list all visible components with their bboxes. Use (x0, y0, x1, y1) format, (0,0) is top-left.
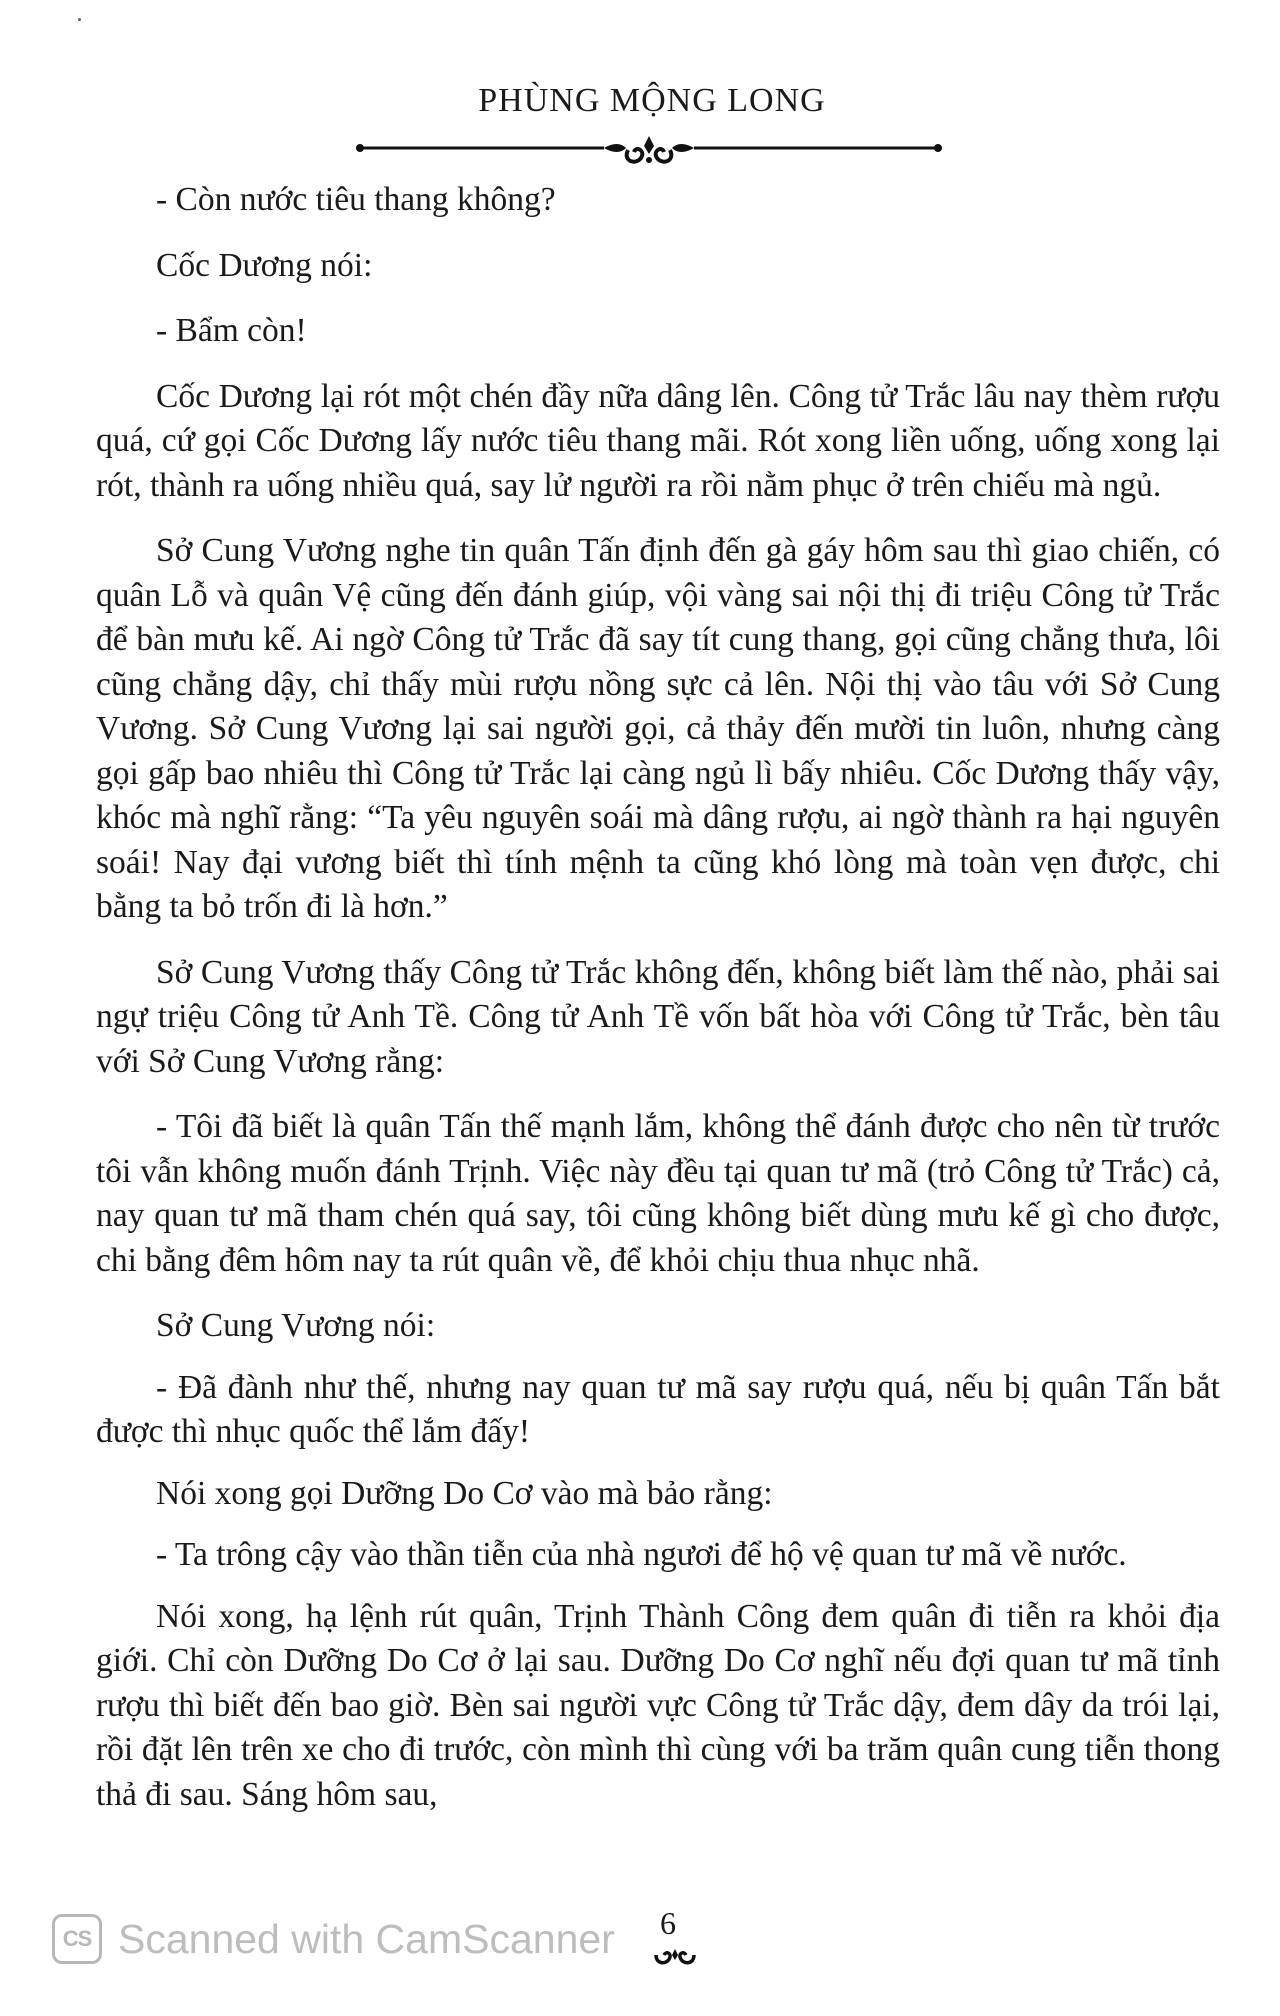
scanner-watermark-text: Scanned with CamScanner (118, 1915, 615, 1962)
paragraph-11: - Ta trông cậy vào thần tiễn của nhà ngươi để hộ vệ quan tư mã về nước. (156, 1536, 1127, 1573)
paragraph-12: Nói xong, hạ lệnh rút quân, Trịnh Thành Công đem quân đi tiễn ra khỏi địa giới. Chỉ còn Dưỡng Do Cơ ở lại sau. Dưỡng Do Cơ nghĩ nếu đợi quan tư mã tỉnh rượu thì biết đến bao giờ. Bèn sai người vực Công tử Trắc dậy, đem dây da trói lại, rồi đặt lên trên xe cho đi trước, còn mình thì cùng với ba trăm quân cung tiễn thong thả đi sau. Sáng hôm sau, (96, 1597, 1220, 1813)
body-text (96, 178, 1220, 1834)
camscanner-logo-icon: CS (52, 1914, 102, 1964)
paragraph-9: - Đã đành như thế, nhưng nay quan tư mã say rượu quá, nếu bị quân Tấn bắt được thì nhục quốc thể lắm đấy! (96, 1368, 1220, 1450)
paragraph-2: Cốc Dương nói: (156, 246, 373, 284)
scroll-ornament-icon (356, 128, 942, 168)
paragraph-7: - Tôi đã biết là quân Tấn thế mạnh lắm, không thể đánh được cho nên từ trước tôi vẫn không muốn đánh Trịnh. Việc này đều tại quan tư mã (trỏ Công tử Trắc) cả, nay quan tư mã tham chén quá say, tôi cũng không biết dùng mưu kế gì cho được, chi bằng đêm hôm nay ta rút quân về, để khỏi chịu thua nhục nhã. (96, 1108, 1220, 1279)
paragraph-1: - Còn nước tiêu thang không? (156, 181, 556, 218)
scan-speck (78, 18, 81, 21)
flourish-icon (652, 1945, 698, 1967)
scanner-watermark (52, 1914, 615, 1964)
paragraph-10: Nói xong gọi Dưỡng Do Cơ vào mà bảo rằng: (156, 1474, 773, 1512)
paragraph-6: Sở Cung Vương thấy Công tử Trắc không đến, không biết làm thế nào, phải sai ngự triệu Công tử Anh Tề. Công tử Anh Tề vốn bất hòa với Công tử Trắc, bèn tâu với Sở Cung Vương rằng: (96, 953, 1220, 1080)
paragraph-8: Sở Cung Vương nói: (156, 1307, 436, 1344)
paragraph-4: Cốc Dương lại rót một chén đầy nữa dâng lên. Công tử Trắc lâu nay thèm rượu quá, cứ gọi Cốc Dương lấy nước tiêu thang mãi. Rót xong liền uống, uống xong lại rót, thành ra uống nhiều quá, say lử người ra rồi nằm phục ở trên chiếu mà ngủ. (96, 377, 1220, 504)
paragraph-3: - Bẩm còn! (156, 312, 307, 349)
paragraph-5: Sở Cung Vương nghe tin quân Tấn định đến gà gáy hôm sau thì giao chiến, có quân Lỗ và quân Vệ cũng đến đánh giúp, vội vàng sai nội thị đi triệu Công tử Trắc để bàn mưu kế. Ai ngờ Công tử Trắc đã say tít cung thang, gọi cũng chẳng thưa, lôi cũng chẳng dậy, chỉ thấy mùi rượu nồng sực cả lên. Nội thị vào tâu với Sở Cung Vương. Sở Cung Vương lại sai người gọi, cả thảy đến mười tin luôn, nhưng càng gọi gấp bao nhiêu thì Công tử Trắc lại càng ngủ lì bấy nhiêu. Cốc Dương thấy vậy, khóc mà nghĩ rằng: “Ta yêu nguyên soái mà dâng rượu, ai ngờ thành ra hại nguyên soái! Nay đại vương biết thì tính mệnh ta cũng khó lòng mà toàn vẹn được, chi bằng ta bỏ trốn đi là hơn.” (96, 532, 1220, 925)
page-number: 6 (660, 1905, 676, 1941)
page-header-title: PHÙNG MỘNG LONG (478, 82, 826, 119)
